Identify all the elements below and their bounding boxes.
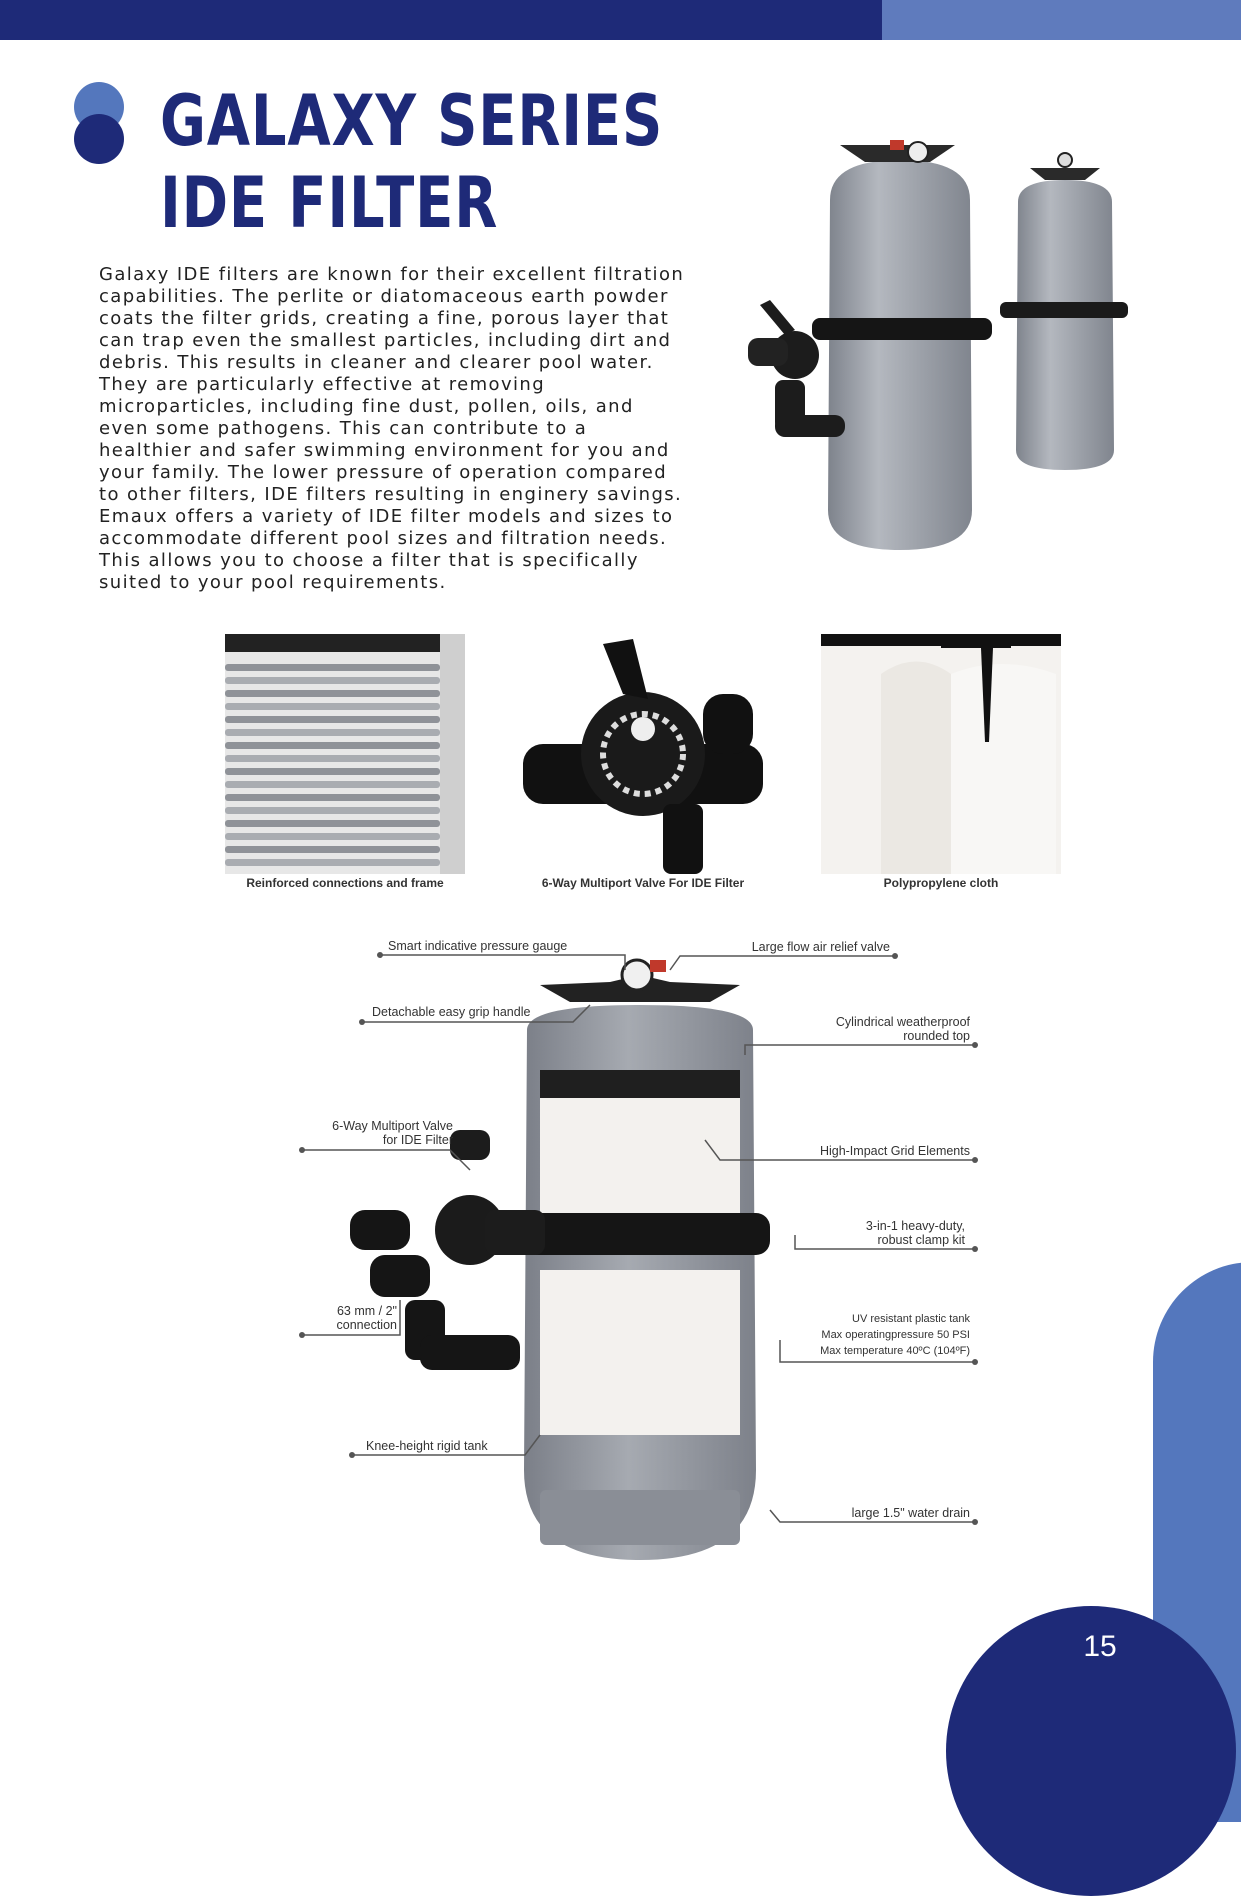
grid-rib	[225, 703, 440, 710]
label-connection-line2: connection	[336, 1318, 397, 1332]
back-tank	[1000, 153, 1128, 470]
header-bar-light	[882, 0, 1241, 40]
label-valve-line1: 6-Way Multiport Valve	[332, 1119, 453, 1133]
grid-rib	[225, 833, 440, 840]
grid-rib	[225, 677, 440, 684]
cutaway-tank	[520, 960, 770, 1560]
grid-rib	[225, 664, 440, 671]
grid-rib	[225, 768, 440, 775]
feature-caption-valve: 6-Way Multiport Valve For IDE Filter	[541, 876, 745, 890]
title-line-2: IDE FILTER	[160, 162, 499, 244]
label-knee-tank: Knee-height rigid tank	[366, 1439, 488, 1453]
grid-rib	[225, 755, 440, 762]
page-number: 15	[1083, 1630, 1117, 1663]
label-connection-line1: 63 mm / 2"	[336, 1304, 397, 1318]
feature-caption-frame: Reinforced connections and frame	[246, 876, 444, 890]
hero-filter-image	[700, 130, 1150, 560]
grid-rib	[225, 781, 440, 788]
label-pressure-gauge: Smart indicative pressure gauge	[388, 939, 568, 953]
header-bar-dark	[0, 0, 882, 40]
grid-rib	[225, 742, 440, 749]
cutaway-valve	[350, 1130, 545, 1370]
label-clamp-line2: robust clamp kit	[877, 1233, 965, 1247]
label-drain: large 1.5" water drain	[851, 1506, 970, 1520]
title-bullet-dark	[74, 114, 124, 164]
grid-rib	[225, 807, 440, 814]
intro-paragraph: Galaxy IDE filters are known for their excellent filtration capabilities. The perlite or diatomaceous earth powder coats the filter grids, creating a fine, porous layer that can trap even the smallest particles, including dirt and debris. This results in cleaner and clearer pool water. They are particularly effective at removing microparticles, including fine dust, pollen, oils, and even some pathogens. This can contribute to a healthier and safer swimming environment for you and your family. The lower pressure of operation compared to other filters, IDE filters resulting in enginery savings. Emaux offers a variety of IDE filter models and sizes to accommodate different pool sizes and filtration needs. This allows you to choose a filter that is specifically suited to your pool requirements.	[99, 264, 685, 593]
page-title	[160, 80, 663, 244]
feature-caption-cloth: Polypropylene cloth	[883, 876, 999, 890]
grid-rib	[225, 690, 440, 697]
feature-image-valve	[523, 634, 763, 874]
label-tank-line3: Max temperature 40ºC (104ºF)	[820, 1345, 970, 1357]
label-top-line1: Cylindrical weatherproof	[835, 1015, 970, 1029]
label-valve-line2: for IDE Filter	[382, 1133, 453, 1147]
label-clamp-line1: 3-in-1 heavy-duty,	[865, 1219, 965, 1233]
label-grid: High-Impact Grid Elements	[819, 1144, 970, 1158]
grid-rib	[225, 729, 440, 736]
front-tank	[812, 140, 992, 550]
grid-rib	[225, 794, 440, 801]
grid-rib	[225, 716, 440, 723]
label-air-relief: Large flow air relief valve	[751, 940, 890, 954]
title-line-1: GALAXY SERIES	[160, 80, 664, 162]
label-tank-line1: UV resistant plastic tank	[852, 1313, 970, 1325]
grid-rib	[225, 846, 440, 853]
feature-image-frame	[225, 634, 465, 874]
feature-image-cloth	[821, 634, 1061, 874]
grid-rib	[225, 859, 440, 866]
grid-rib	[225, 820, 440, 827]
filter-cutaway-diagram	[290, 930, 1010, 1560]
label-handle: Detachable easy grip handle	[372, 1005, 531, 1019]
label-tank-line2: Max operatingpressure 50 PSI	[821, 1329, 970, 1341]
label-top-line2: rounded top	[903, 1029, 970, 1043]
